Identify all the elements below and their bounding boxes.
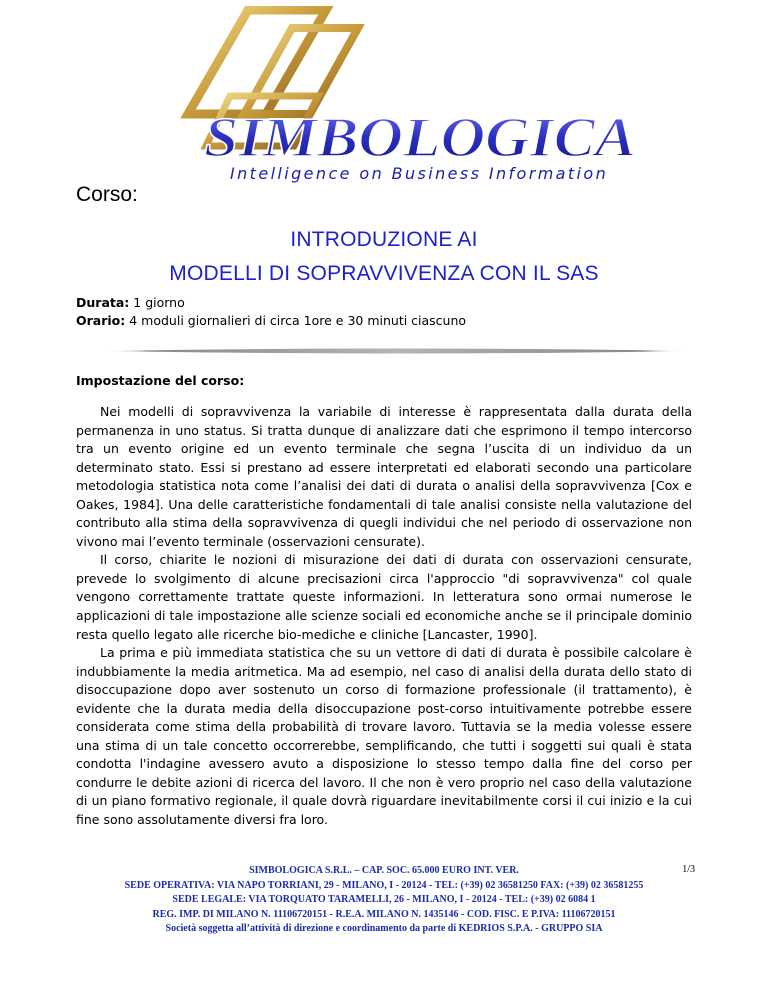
- section-heading: Impostazione del corso:: [76, 373, 245, 388]
- logo-wordmark: SIMBOLOGICA: [204, 107, 636, 169]
- logo-graphic: [118, 6, 658, 184]
- schedule-value: 4 moduli giornalieri di circa 1ore e 30 minuti ciascuno: [129, 313, 467, 328]
- paragraph: Nei modelli di sopravvivenza la variabile di interesse è rappresentata dalla durata della permanenza in uno status. Si tratta dunque di analizzare dati che esprimono il tempo intercorso tra un evento origine ed un evento terminale che segna l’uscita di un individuo da un determinato stato. Essi si prestano ad essere interpretati ed elaborati secondo una particolare metodologia statistica nota come l’analisi dei dati di durata o analisi della sopravvivenza [Cox e Oakes, 1984]. Una delle caratteristiche fondamentali di tale analisi consiste nella valutazione del contributo alla stima della sopravvivenza di quegli individui che nel periodo di osservazione non vivono mai l’evento terminale (osservazioni censurate).: [76, 404, 692, 549]
- course-label: Corso:: [76, 183, 138, 206]
- page-number: 1/3: [682, 864, 695, 875]
- company-footer: [0, 864, 768, 937]
- schedule-label: Orario:: [76, 313, 126, 328]
- footer-legal-office: SEDE LEGALE: VIA TORQUATO TARAMELLI, 26 - MILANO, I - 20124 - TEL: (+39) 02 6084 1: [172, 894, 596, 905]
- course-title-line2: MODELLI DI SOPRAVVIVENZA CON IL SAS: [169, 262, 599, 285]
- course-meta: [76, 294, 466, 330]
- footer-company: SIMBOLOGICA S.R.L. – CAP. SOC. 65.000 EURO INT. VER.: [249, 865, 519, 876]
- footer-group: Società soggetta all’attività di direzione e coordinamento da parte di KEDRIOS S.P.A. - GRUPPO SIA: [165, 923, 603, 934]
- course-title-line1: INTRODUZIONE AI: [290, 228, 478, 251]
- course-description: [76, 403, 692, 830]
- simbologica-logo: [118, 6, 658, 184]
- duration-label: Durata:: [76, 295, 130, 310]
- paragraph: Il corso, chiarite le nozioni di misurazione dei dati di durata con osservazioni censurate, prevede lo svolgimento di alcune precisazioni circa l'approccio "di sopravvivenza" col quale vengono correttamente trattate queste informazioni. In letteratura sono ormai numerose le applicazioni di tale impostazione alle scienze sociali ed economiche anche se il principale dominio resta quello legato alle ricerche bio-mediche e cliniche [Lancaster, 1990].: [76, 552, 692, 642]
- duration-value: 1 giorno: [133, 295, 185, 310]
- paragraph: La prima e più immediata statistica che su un vettore di dati di durata è possibile calcolare è indubbiamente la media aritmetica. Ma ad esempio, nel caso di analisi della durata dello stato di disoccupazione dopo aver sostenuto un corso di formazione professionale (il trattamento), è evidente che la durata media della disoccupazione post-corso intuitivamente potrebbe essere considerata come stima della probabilità di trovare lavoro. Tuttavia se la media volesse essere una stima di un tale concetto occorrerebbe, semplificando, che tutti i soggetti sui quali è stata condotta l'indagine avessero avuto a disposizione lo stesso tempo dalla fine del corso per condurre le debite azioni di ricerca del lavoro. Il che non è vero proprio nel caso della valutazione di un piano formativo regionale, il quale dovrà riguardare inevitabilmente corsi il cui inizio e la cui fine sono assolutamente diversi fra loro.: [76, 645, 692, 828]
- gold-frame-inner: [244, 28, 358, 114]
- header-divider: [100, 340, 690, 348]
- footer-operational-office: SEDE OPERATIVA: VIA NAPO TORRIANI, 29 - MILANO, I - 20124 - TEL: (+39) 02 36581250 FAX: (+39) 02 36581255: [124, 879, 644, 891]
- logo-tagline: Intelligence on Business Information: [230, 164, 609, 183]
- duration-row: [76, 294, 466, 312]
- schedule-row: [76, 312, 466, 330]
- footer-registration: REG. IMP. DI MILANO N. 11106720151 - R.E.A. MILANO N. 1435146 - COD. FISC. E P.IVA: 11106720151: [152, 908, 616, 920]
